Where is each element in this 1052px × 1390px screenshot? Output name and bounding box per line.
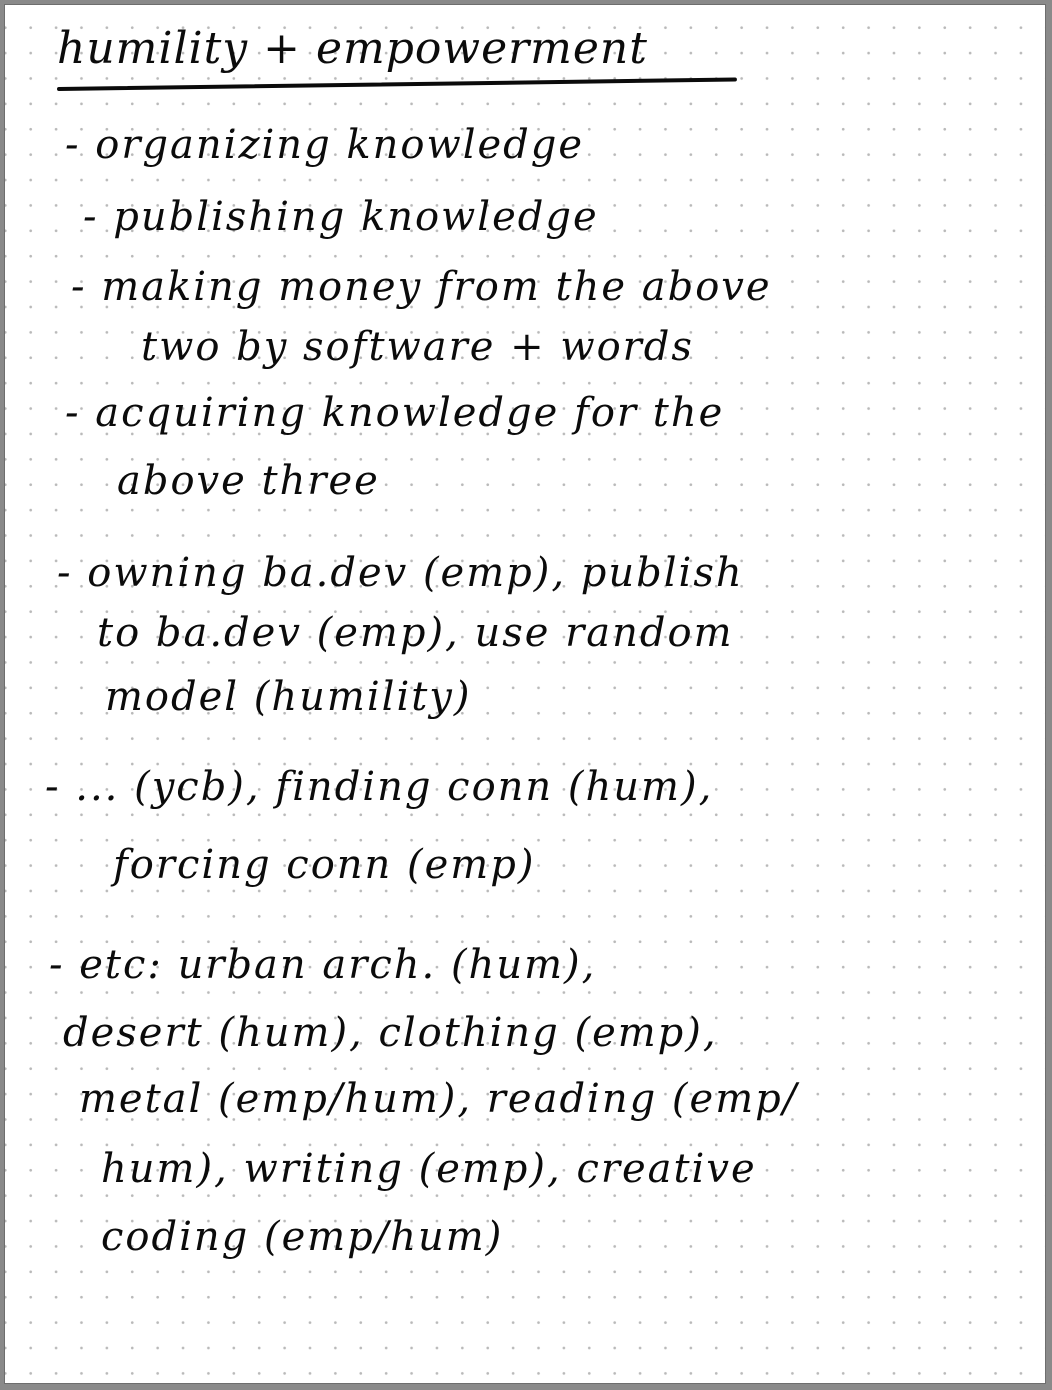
note-line: - acquiring knowledge for the <box>65 390 725 436</box>
note-line: coding (emp/hum) <box>101 1214 504 1260</box>
note-line: metal (emp/hum), reading (emp/ <box>79 1076 799 1122</box>
note-line: hum), writing (emp), creative <box>101 1146 757 1192</box>
note-line: desert (hum), clothing (emp), <box>63 1010 718 1056</box>
note-line: two by software + words <box>141 324 694 370</box>
note-line: to ba.dev (emp), use random <box>97 610 734 656</box>
note-line: - publishing knowledge <box>83 194 599 240</box>
note-title: humility + empowerment <box>57 23 648 74</box>
note-line: - organizing knowledge <box>65 122 585 168</box>
note-line: - ... (ycb), finding conn (hum), <box>45 764 714 810</box>
note-line: - making money from the above <box>71 264 772 310</box>
note-line: - owning ba.dev (emp), publish <box>57 550 744 596</box>
title-underline <box>57 78 737 91</box>
notebook-page <box>4 4 1046 1384</box>
note-line: forcing conn (emp) <box>113 842 536 888</box>
note-line: above three <box>117 458 380 504</box>
note-line: model (humility) <box>105 674 472 720</box>
note-line: - etc: urban arch. (hum), <box>49 942 597 988</box>
